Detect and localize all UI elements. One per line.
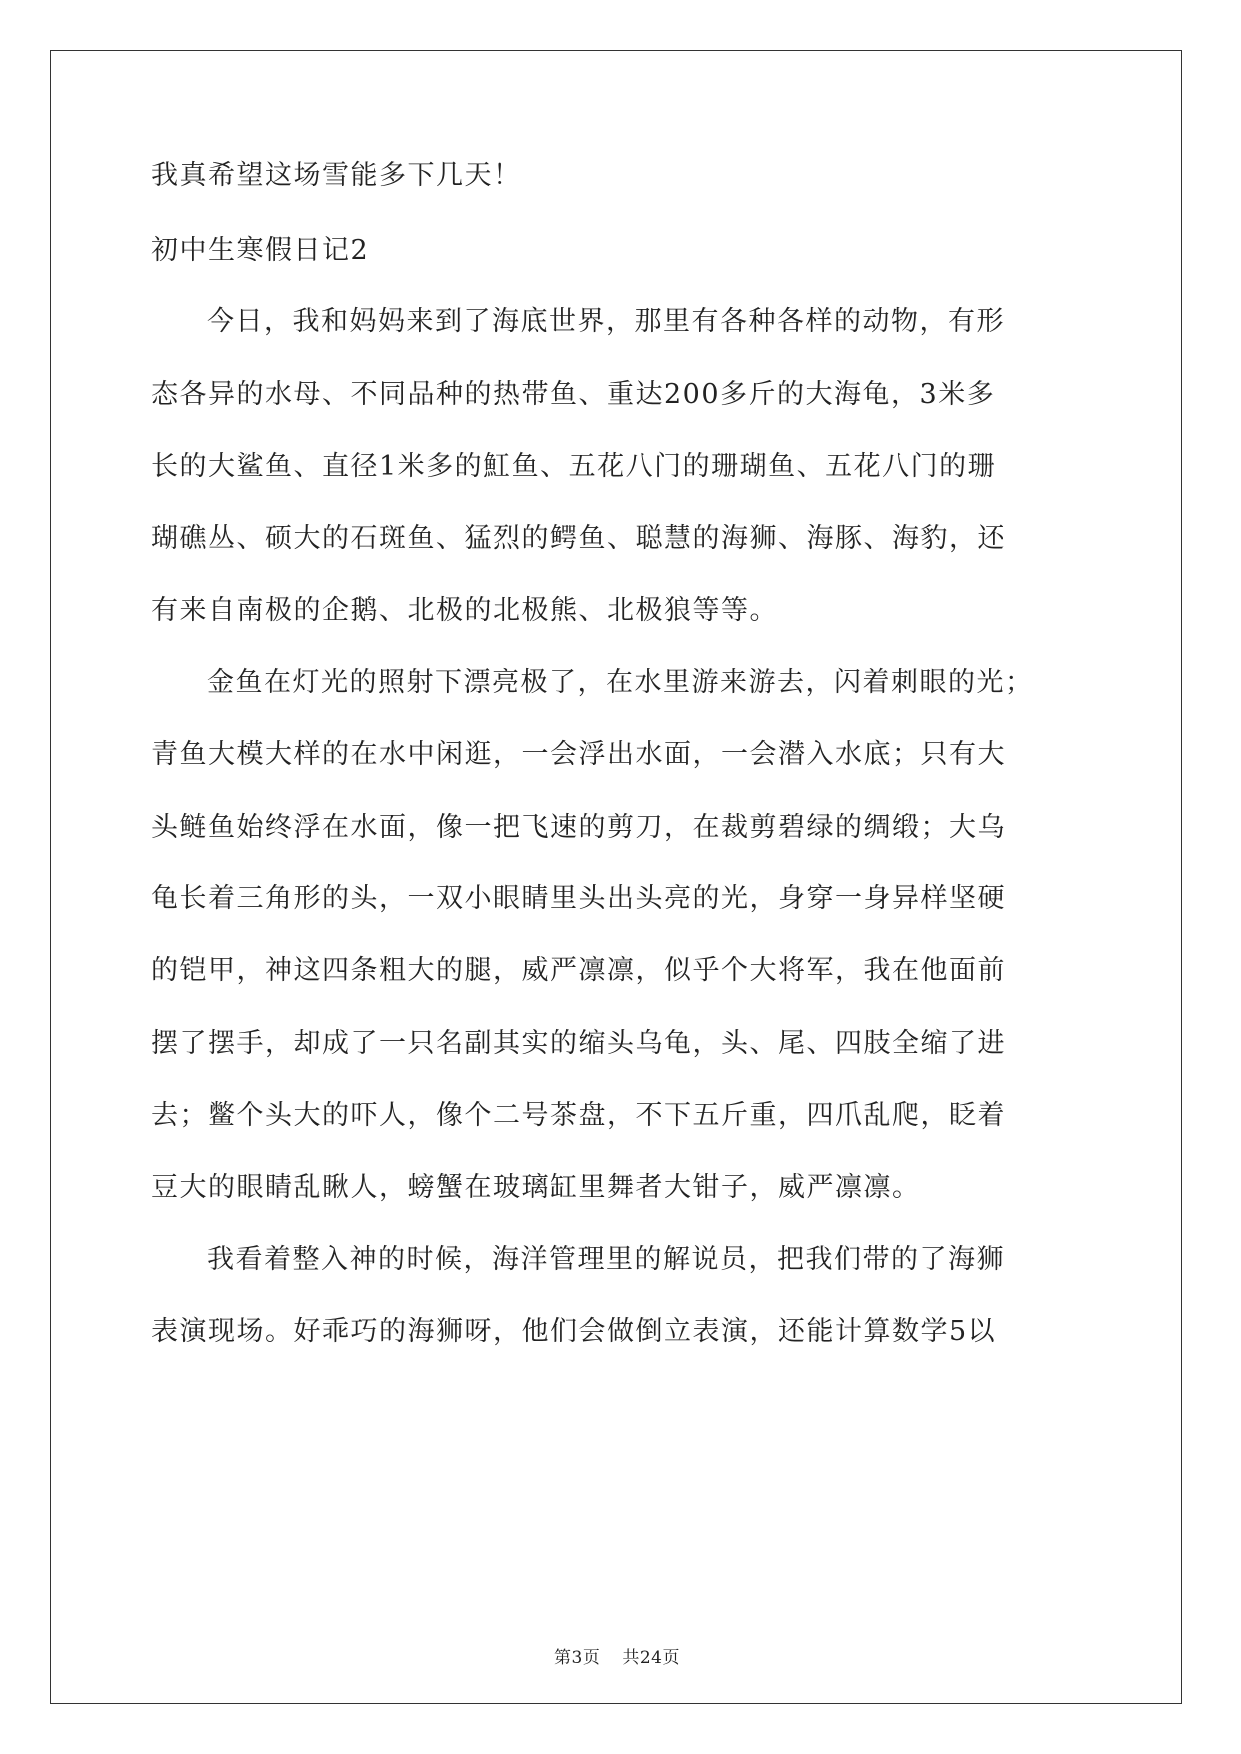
paragraph-line: 去；鳖个头大的吓人，像个二号茶盘，不下五斤重，四爪乱爬，眨着: [151, 1100, 1006, 1131]
paragraph-line: 表演现场。好乖巧的海狮呀，他们会做倒立表演，还能计算数学5以: [151, 1316, 997, 1347]
text-line: 我真希望这场雪能多下几天！: [151, 160, 522, 191]
paragraph-line: 龟长着三角形的头，一双小眼睛里头出头亮的光，身穿一身异样坚硬: [151, 883, 1006, 914]
page-footer: [51, 1643, 1183, 1668]
paragraph-line: 长的大鲨鱼、直径1米多的魟鱼、五花八门的珊瑚鱼、五花八门的珊: [151, 451, 997, 482]
paragraph-line: 的铠甲，神这四条粗大的腿，威严凛凛，似乎个大将军，我在他面前: [151, 955, 1006, 986]
paragraph-line: 金鱼在灯光的照射下漂亮极了，在水里游来游去，闪着刺眼的光；: [207, 667, 1034, 698]
paragraph-line: 有来自南极的企鹅、北极的北极熊、北极狼等等。: [151, 595, 778, 626]
paragraph-line: 态各异的水母、不同品种的热带鱼、重达200多斤的大海龟，3米多: [151, 379, 996, 410]
paragraph-line: 我看着整入神的时候，海洋管理里的解说员，把我们带的了海狮: [207, 1244, 1005, 1275]
diary-title: 初中生寒假日记2: [151, 235, 370, 266]
page-total: 共24页: [622, 1648, 680, 1668]
paragraph-line: 摆了摆手，却成了一只名副其实的缩头乌龟，头、尾、四肢全缩了进: [151, 1028, 1006, 1059]
paragraph-line: 今日，我和妈妈来到了海底世界，那里有各种各样的动物，有形: [207, 306, 1005, 337]
paragraph-line: 青鱼大模大样的在水中闲逛，一会浮出水面，一会潜入水底；只有大: [151, 739, 1006, 770]
paragraph-line: 头鲢鱼始终浮在水面，像一把飞速的剪刀，在裁剪碧绿的绸缎；大乌: [151, 812, 1006, 843]
page-frame: [50, 50, 1182, 1704]
paragraph-line: 瑚礁丛、硕大的石斑鱼、猛烈的鳄鱼、聪慧的海狮、海豚、海豹，还: [151, 523, 1006, 554]
page-number: 第3页: [554, 1648, 601, 1668]
paragraph-line: 豆大的眼睛乱瞅人，螃蟹在玻璃缸里舞者大钳子，威严凛凛。: [151, 1172, 921, 1203]
